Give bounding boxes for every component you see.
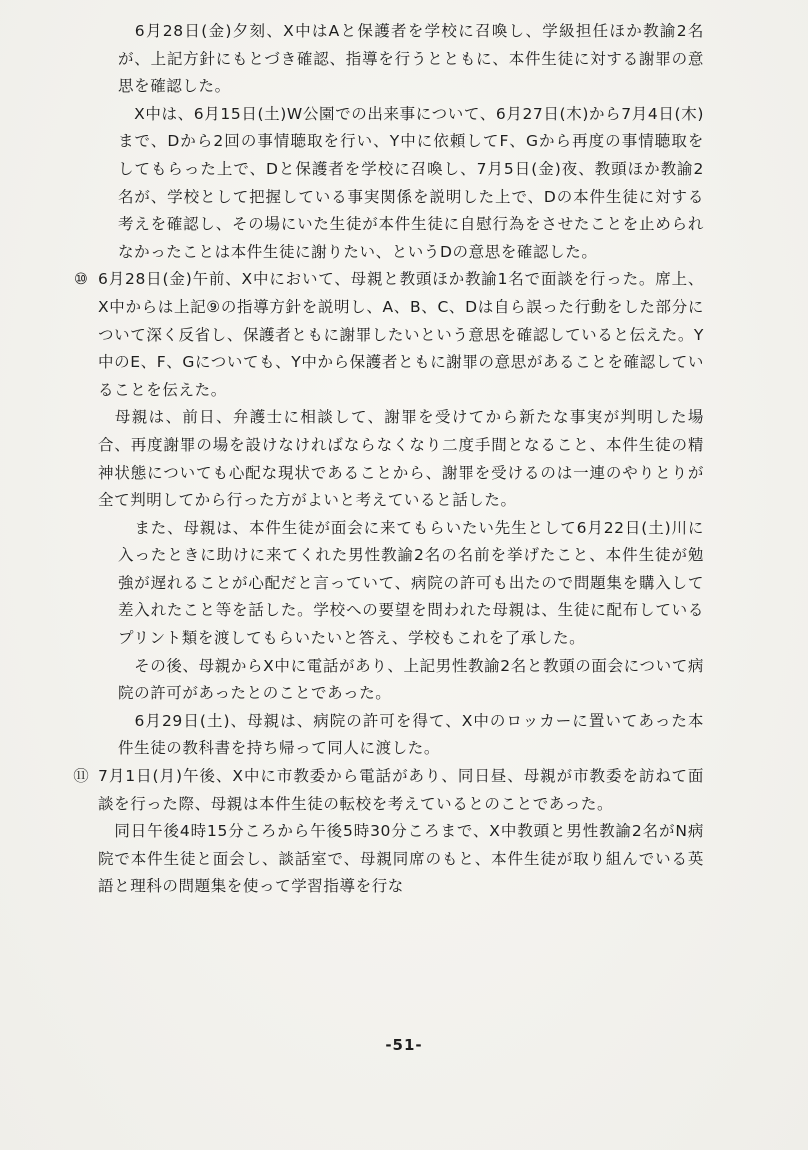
paragraph: 6月28日(金)午前、X中において、母親と教頭ほか教諭1名で面談を行った。席上、X中からは上記⑨の指導方針を説明し、A、B、C、Dは自ら誤った行動をした部分について深く反省し、保護者ともに謝罪したいという意思を確認していると伝えた。Y中のE、F、Gについても、Y中から保護者ともに謝罪の意思があることを確認していることを伝えた。 [98,270,704,399]
numbered-item-10 [74,266,704,404]
paragraph: 同日午後4時15分ころから午後5時30分ころまで、X中教頭と男性教諭2名がN病院で本件生徒と面会し、談話室で、母親同席のもと、本件生徒が取り組んでいる英語と理科の問題集を使って学習指導を行な [98,822,704,896]
paragraph: X中は、6月15日(土)W公園での出来事について、6月27日(木)から7月4日(木)まで、Dから2回の事情聴取を行い、Y中に依頼してF、Gから再度の事情聴取をしてもらった上で、Dと保護者を学校に召喚し、7月5日(金)夜、教頭ほか教諭2名が、学校として把握している事実関係を説明した上で、Dの本件生徒に対する考えを確認し、その場にいた生徒が本件生徒に自慰行為をさせたことを止められなかったことは本件生徒に謝りたい、というDの意思を確認した。 [118,104,704,261]
paragraph: その後、母親からX中に電話があり、上記男性教諭2名と教頭の面会について病院の許可があったとのことであった。 [118,656,704,703]
page-number: -51- [385,1036,423,1054]
paragraph: 6月28日(金)夕刻、X中はAと保護者を学校に召喚し、学級担任ほか教諭2名が、上記方針にもとづき確認、指導を行うとともに、本件生徒に対する謝罪の意思を確認した。 [118,22,704,96]
item-number-mark: ⑩ [74,270,88,289]
paragraph: 母親は、前日、弁護士に相談して、謝罪を受けてから新たな事実が判明した場合、再度謝罪の場を設けなければならなくなり二度手間となること、本件生徒の精神状態についても心配な現状であることから、謝罪を受けるのは一連のやりとりが全て判明してから行った方がよいと考えていると話した。 [98,408,704,510]
numbered-item-11 [73,763,704,818]
item-number-mark: ⑪ [73,767,89,786]
paragraph: 7月1日(月)午後、X中に市教委から電話があり、同日昼、母親が市教委を訪ねて面談を行った際、母親は本件生徒の転校を考えているとのことであった。 [98,767,704,813]
paragraph: また、母親は、本件生徒が面会に来てもらいたい先生として6月22日(土)川に入ったときに助けに来てくれた男性教諭2名の名前を挙げたこと、本件生徒が勉強が遅れることが心配だと言っていて、病院の許可も出たので問題集を購入して差入れたこと等を話した。学校への要望を問われた母親は、生徒に配布しているプリント類を渡してもらいたいと答え、学校もこれを了承した。 [118,518,704,648]
document-body [73,18,704,901]
paragraph: 6月29日(土)、母親は、病院の許可を得て、X中のロッカーに置いてあった本件生徒の教科書を持ち帰って同人に渡した。 [118,711,704,758]
